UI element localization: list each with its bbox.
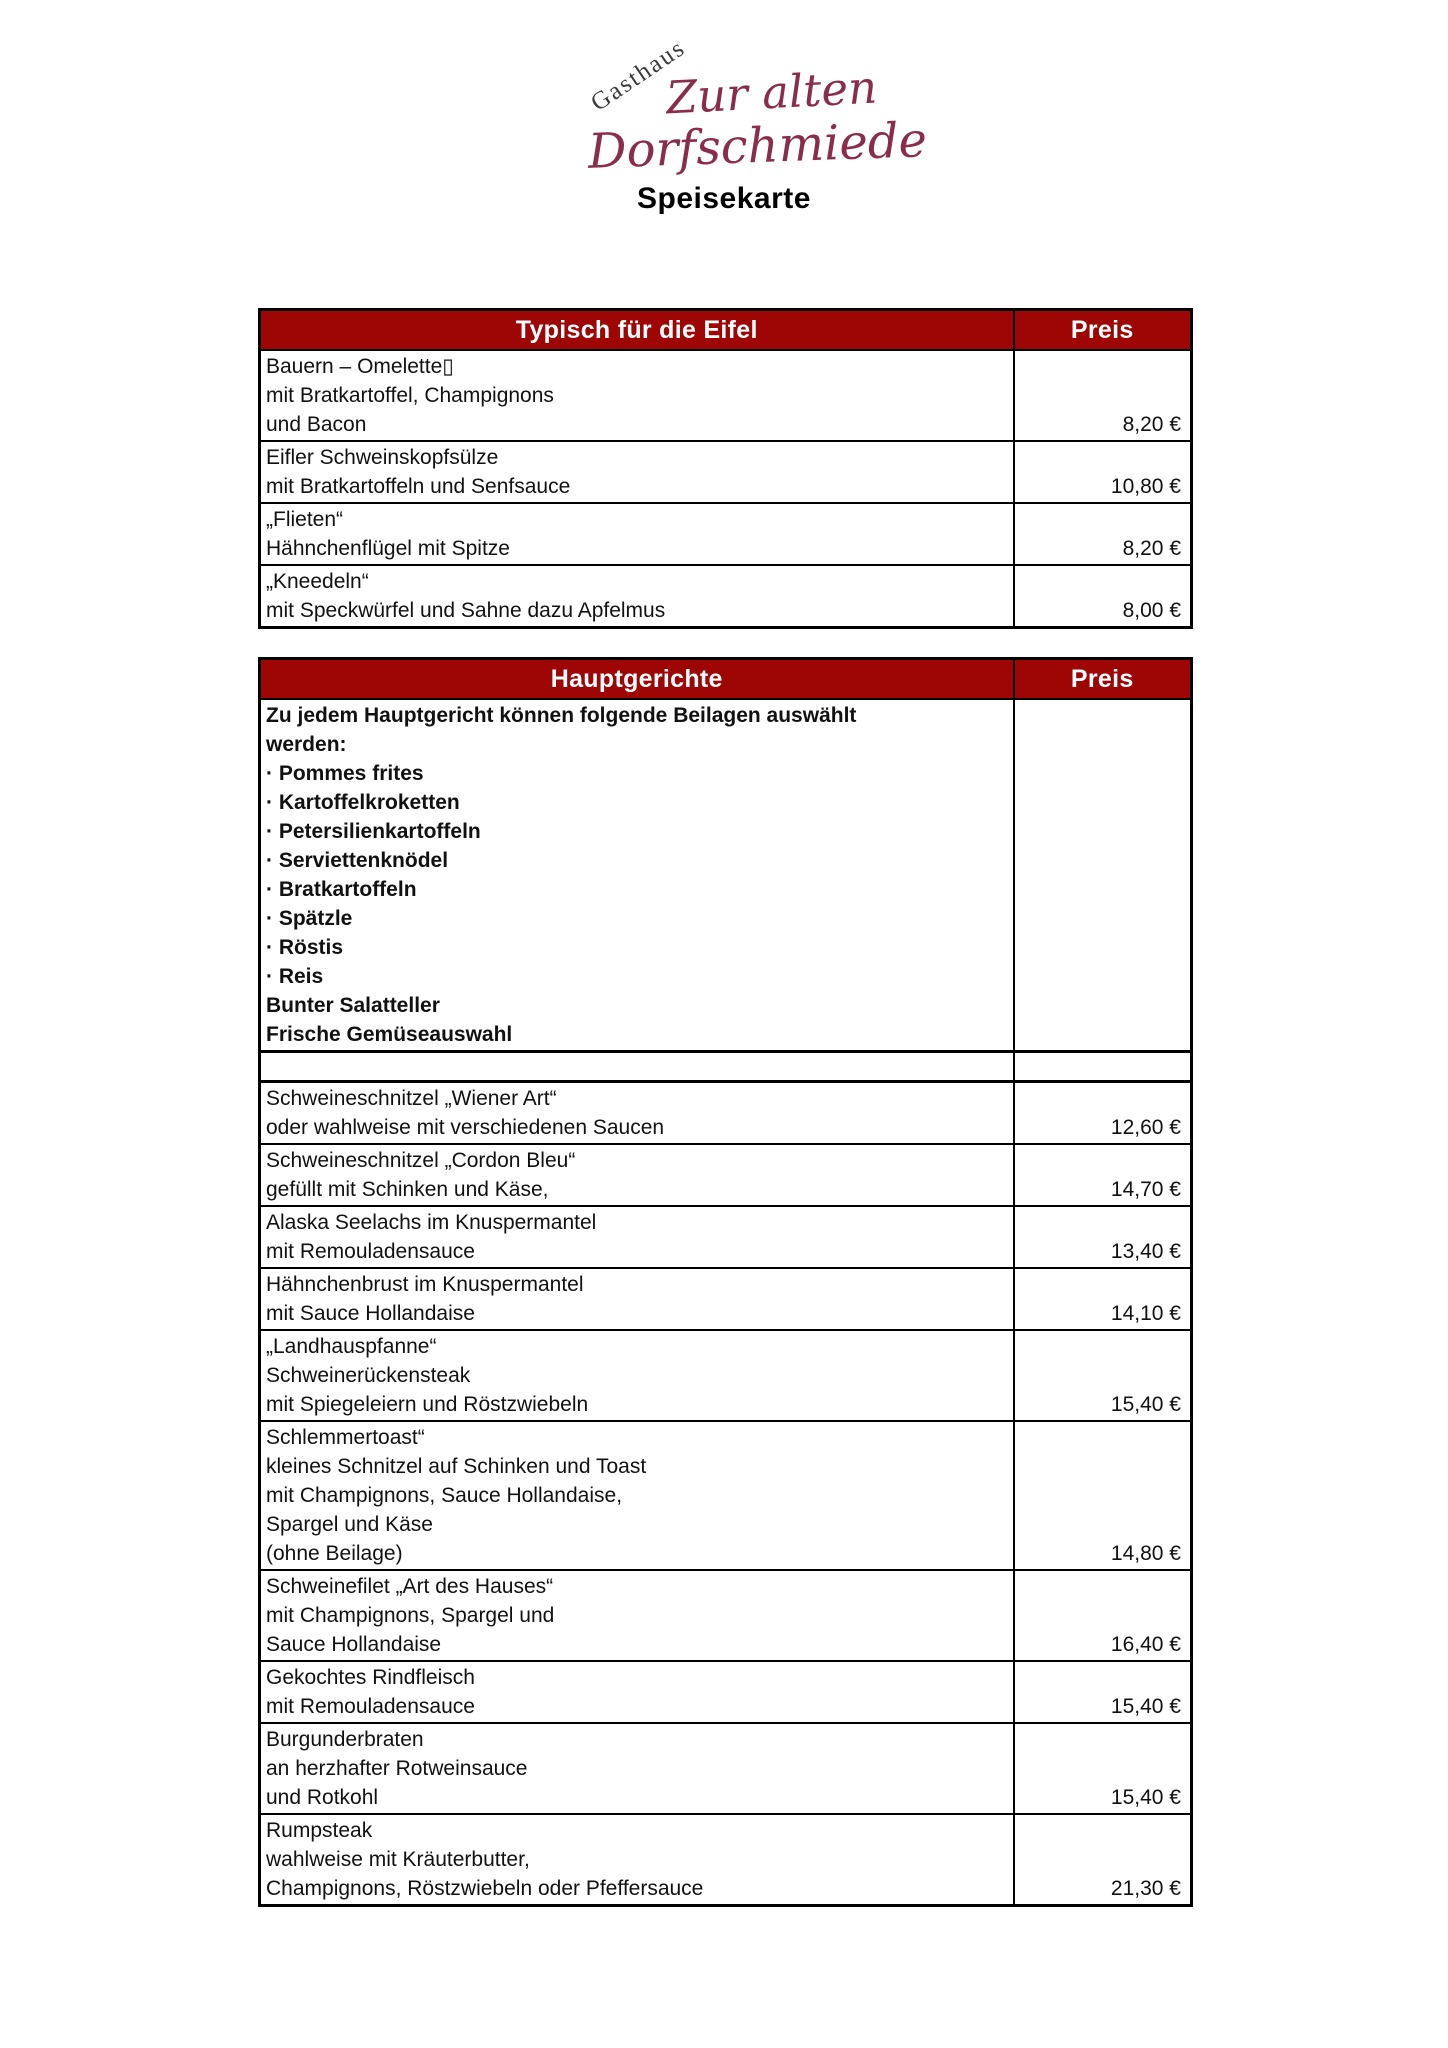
menu-item-line: und Rotkohl xyxy=(266,1786,379,1809)
menu-item-line: mit Speckwürfel und Sahne dazu Apfelmus xyxy=(266,599,666,622)
page-title: Speisekarte xyxy=(637,182,811,215)
menu-item-line: Schweineschnitzel „Cordon Bleu“ xyxy=(266,1149,576,1172)
menu-section-table-hauptgerichte xyxy=(258,657,1193,1907)
menu-item-line: mit Bratkartoffeln und Senfsauce xyxy=(266,475,571,498)
menu-item-text xyxy=(260,441,1014,503)
menu-item-line: · Pommes frites xyxy=(266,762,424,785)
spacer-cell xyxy=(260,1052,1014,1082)
menu-item-row xyxy=(260,699,1192,1052)
menu-item-line: gefüllt mit Schinken und Käse, xyxy=(266,1178,549,1201)
item-price: 16,40 € xyxy=(1014,1570,1192,1661)
menu-item-row xyxy=(260,350,1192,441)
menu-item-row xyxy=(260,503,1192,565)
menu-item-line: Bauern – Omelette▯ xyxy=(266,355,454,378)
menu-item-line: Hähnchenflügel mit Spitze xyxy=(266,537,510,560)
menu-item-line: wahlweise mit Kräuterbutter, xyxy=(266,1848,530,1871)
item-price: 13,40 € xyxy=(1014,1206,1192,1268)
spacer-row xyxy=(260,1052,1192,1082)
menu-item-line: Sauce Hollandaise xyxy=(266,1633,442,1656)
menu-item-text xyxy=(260,1268,1014,1330)
menu-item-text xyxy=(260,1661,1014,1723)
menu-item-line: Schweinerückensteak xyxy=(266,1364,471,1387)
menu-item-line: · Serviettenknödel xyxy=(266,849,449,872)
menu-item-line: · Petersilienkartoffeln xyxy=(266,820,481,843)
menu-item-line: · Reis xyxy=(266,965,324,988)
menu-item-line: oder wahlweise mit verschiedenen Saucen xyxy=(266,1116,665,1139)
item-price: 14,10 € xyxy=(1014,1268,1192,1330)
item-price: 12,60 € xyxy=(1014,1082,1192,1145)
menu-item-row xyxy=(260,1082,1192,1145)
menu-item-row xyxy=(260,1330,1192,1421)
menu-item-line: an herzhafter Rotweinsauce xyxy=(266,1757,528,1780)
section-title: Hauptgerichte xyxy=(260,659,1014,700)
menu-item-line: mit Champignons, Sauce Hollandaise, xyxy=(266,1484,623,1507)
item-price: 8,00 € xyxy=(1014,565,1192,628)
menu-item-row xyxy=(260,1723,1192,1814)
price-column-header: Preis xyxy=(1014,659,1192,700)
logo-name-line2: Dorfschmiede xyxy=(587,112,928,180)
menu-item-line: mit Remouladensauce xyxy=(266,1695,475,1718)
menu-item-text xyxy=(260,350,1014,441)
menu-item-text xyxy=(260,1570,1014,1661)
menu-item-line: · Kartoffelkroketten xyxy=(266,791,460,814)
menu-item-line: mit Sauce Hollandaise xyxy=(266,1302,475,1325)
logo-gasthaus-text: Gasthaus xyxy=(586,34,691,117)
menu-item-line: „Landhauspfanne“ xyxy=(266,1335,437,1358)
menu-item-line: Champignons, Röstzwiebeln oder Pfeffersauce xyxy=(266,1877,704,1900)
menu-item-line: mit Champignons, Spargel und xyxy=(266,1604,555,1627)
item-price: 15,40 € xyxy=(1014,1723,1192,1814)
menu-item-line: „Kneedeln“ xyxy=(266,570,369,593)
menu-item-row xyxy=(260,1421,1192,1570)
menu-item-text xyxy=(260,503,1014,565)
menu-item-line: · Bratkartoffeln xyxy=(266,878,417,901)
menu-item-line: und Bacon xyxy=(266,413,367,436)
menu-item-row xyxy=(260,1814,1192,1906)
item-price: 14,70 € xyxy=(1014,1144,1192,1206)
menu-item-row xyxy=(260,441,1192,503)
menu-item-line: · Spätzle xyxy=(266,907,353,930)
menu-section-table-typisch-f-r-die-eifel xyxy=(258,308,1193,629)
menu-item-line: mit Remouladensauce xyxy=(266,1240,475,1263)
menu-item-text xyxy=(260,1082,1014,1145)
item-price: 15,40 € xyxy=(1014,1661,1192,1723)
item-price: 8,20 € xyxy=(1014,503,1192,565)
menu-item-row xyxy=(260,1144,1192,1206)
item-price: 8,20 € xyxy=(1014,350,1192,441)
menu-item-text xyxy=(260,1330,1014,1421)
section-header-row xyxy=(260,310,1192,351)
menu-item-row xyxy=(260,1206,1192,1268)
section-title: Typisch für die Eifel xyxy=(260,310,1014,351)
item-price: 10,80 € xyxy=(1014,441,1192,503)
menu-item-line: Eifler Schweinskopfsülze xyxy=(266,446,499,469)
menu-item-line: Schweinefilet „Art des Hauses“ xyxy=(266,1575,554,1598)
menu-item-text xyxy=(260,1723,1014,1814)
menu-item-line: (ohne Beilage) xyxy=(266,1542,403,1565)
menu-item-line: Hähnchenbrust im Knuspermantel xyxy=(266,1273,584,1296)
menu-item-text xyxy=(260,699,1014,1052)
item-price: 15,40 € xyxy=(1014,1330,1192,1421)
menu-item-line: Schlemmertoast“ xyxy=(266,1426,425,1449)
spacer-price-cell xyxy=(1014,1052,1192,1082)
menu-item-line: Alaska Seelachs im Knuspermantel xyxy=(266,1211,597,1234)
menu-item-line: werden: xyxy=(266,733,347,756)
menu-item-row xyxy=(260,565,1192,628)
menu-item-line: Schweineschnitzel „Wiener Art“ xyxy=(266,1087,557,1110)
menu-item-line: Burgunderbraten xyxy=(266,1728,424,1751)
menu-item-row xyxy=(260,1570,1192,1661)
menu-item-text xyxy=(260,1421,1014,1570)
menu-item-line: Gekochtes Rindfleisch xyxy=(266,1666,475,1689)
menu-item-text xyxy=(260,565,1014,628)
item-price: 14,80 € xyxy=(1014,1421,1192,1570)
menu-item-line: Bunter Salatteller xyxy=(266,994,440,1017)
menu-item-line: Spargel und Käse xyxy=(266,1513,433,1536)
item-price: 21,30 € xyxy=(1014,1814,1192,1906)
logo-name-line1: Zur alten xyxy=(664,60,879,125)
menu-item-row xyxy=(260,1661,1192,1723)
menu-item-row xyxy=(260,1268,1192,1330)
menu-item-line: mit Bratkartoffel, Champignons xyxy=(266,384,554,407)
menu-item-line: Frische Gemüseauswahl xyxy=(266,1023,513,1046)
menu-item-text xyxy=(260,1814,1014,1906)
menu-item-text xyxy=(260,1206,1014,1268)
menu-item-line: „Flieten“ xyxy=(266,508,344,531)
menu-item-line: mit Spiegeleiern und Röstzwiebeln xyxy=(266,1393,589,1416)
menu-item-line: kleines Schnitzel auf Schinken und Toast xyxy=(266,1455,647,1478)
price-column-header: Preis xyxy=(1014,310,1192,351)
menu-item-line: · Röstis xyxy=(266,936,344,959)
menu-item-text xyxy=(260,1144,1014,1206)
item-price xyxy=(1014,699,1192,1052)
menu-tables-container xyxy=(258,308,1190,1935)
section-header-row xyxy=(260,659,1192,700)
menu-item-line: Rumpsteak xyxy=(266,1819,373,1842)
menu-item-line: Zu jedem Hauptgericht können folgende Beilagen auswählt xyxy=(266,704,857,727)
